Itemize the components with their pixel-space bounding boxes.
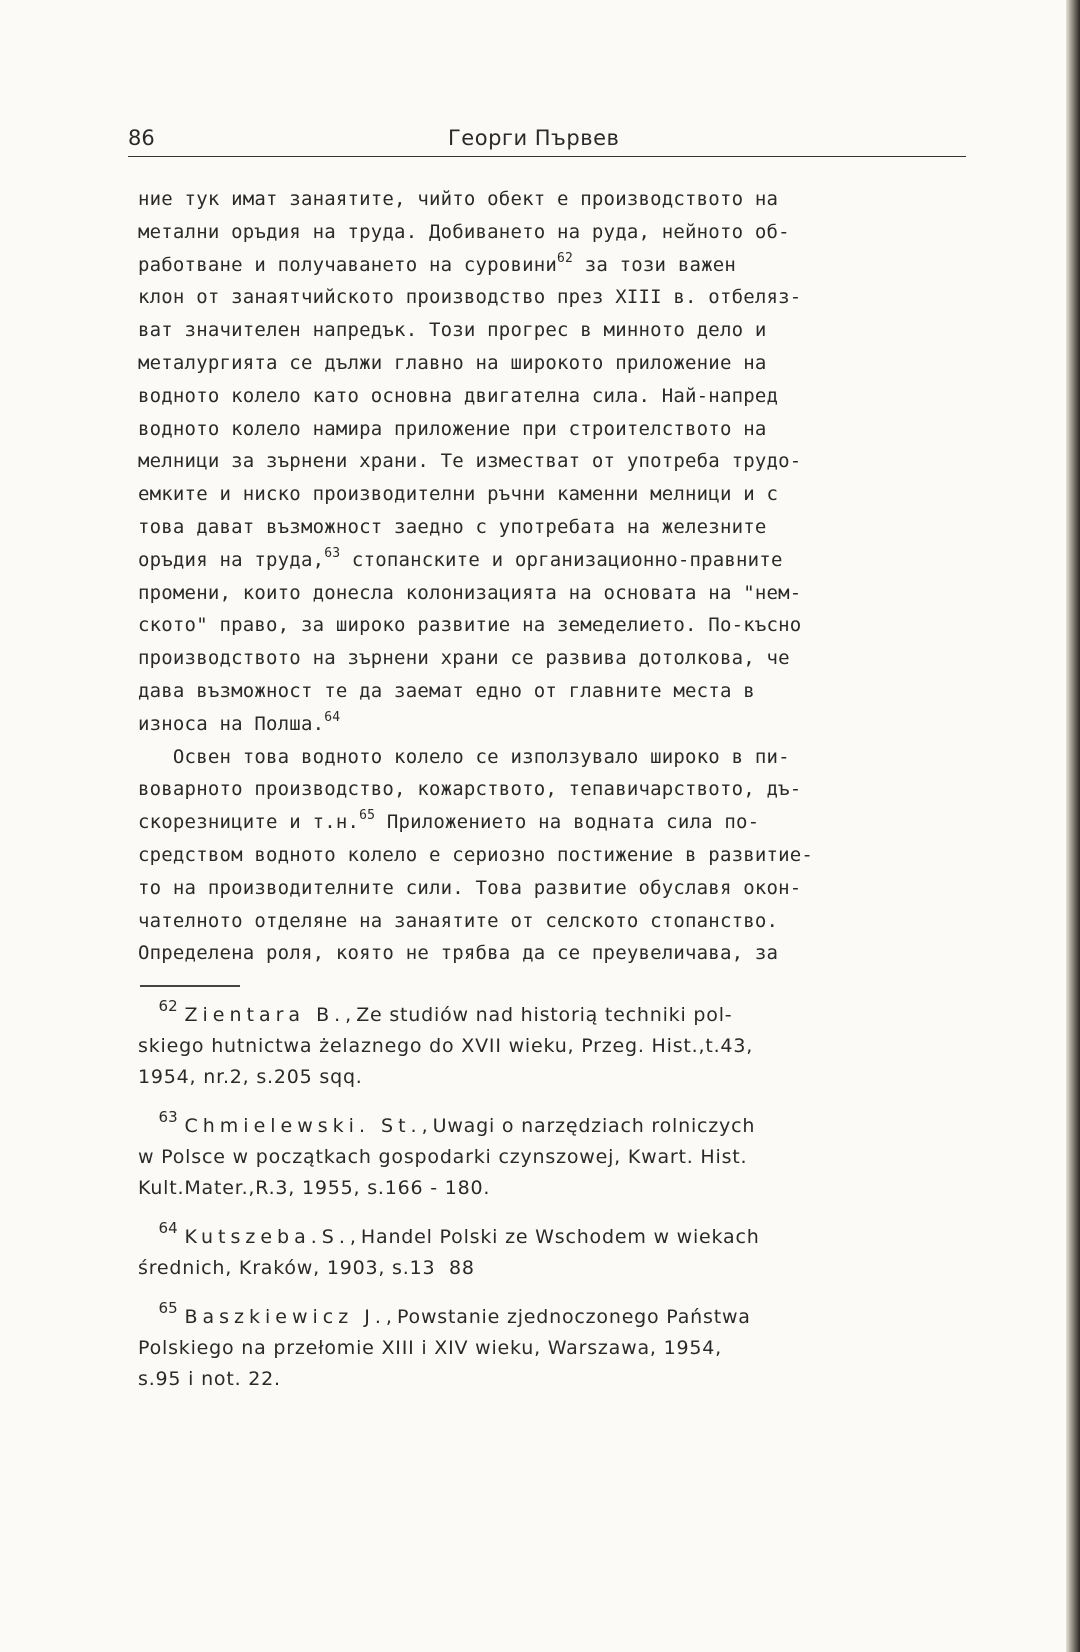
body-line	[138, 347, 968, 380]
body-line	[138, 183, 968, 216]
body-line-text: металургията се дължи главно на широкото приложение на	[138, 351, 767, 374]
footnote-reference: 63	[324, 545, 341, 561]
body-line	[138, 675, 968, 708]
footnote-text: średnich, Kraków, 1903, s.13 88	[138, 1257, 475, 1279]
page-number: 86	[128, 126, 155, 150]
footnote-reference: 64	[324, 709, 341, 725]
footnotes	[138, 997, 968, 1413]
body-line-text: стопанските и организационно-правните	[340, 548, 783, 571]
body-line-text: износа на Полша.	[138, 712, 325, 735]
footnote-number: 64	[158, 1219, 178, 1237]
body-line-text: клон от занаятчийското производство през XIII в. отбеляз-	[138, 286, 802, 309]
footnote-author: Chmielewski. St.,	[184, 1115, 433, 1137]
footnote-text: w Polsce w początkach gospodarki czynszowej, Kwart. Hist.	[138, 1146, 748, 1168]
footnote-text: Kult.Mater.,R.3, 1955, s.166 - 180.	[138, 1177, 491, 1199]
footnote-text: Handel Polski ze Wschodem w wiekach	[360, 1226, 760, 1248]
footnote-number: 62	[158, 997, 178, 1015]
body-line-text: мелници за зърнени храни. Те изместват от употреба трудо-	[138, 450, 802, 473]
body-line-text: метални оръдия на труда. Добиването на руда, нейното об-	[138, 220, 790, 243]
body-line-text: емките и ниско производителни ръчни каменни мелници и с	[138, 483, 779, 506]
body-line	[138, 937, 968, 970]
footnote-number: 65	[158, 1299, 178, 1317]
body-line-text: ват значителен напредък. Този прогрес в минното дело и	[138, 319, 767, 342]
body-line-text: Освен това водното колело се използувало широко в пи-	[138, 745, 790, 768]
body-line	[138, 839, 968, 872]
body-line	[138, 413, 968, 446]
footnote-line	[138, 1173, 968, 1204]
body-line-text: то на производителните сили. Това развитие обуславя окон-	[138, 876, 802, 899]
body-line-text: воварното производство, кожарството, тепавичарството, дъ-	[138, 778, 802, 801]
body-line-text: ското" право, за широко развитие на земеделието. По-късно	[138, 614, 802, 637]
body-line	[138, 773, 968, 806]
footnote-line	[138, 1062, 968, 1093]
body-line	[138, 281, 968, 314]
body-line-text: това дават възможност заедно с употребата на железните	[138, 515, 767, 538]
footnote	[138, 997, 968, 1093]
footnote-reference: 62	[557, 250, 574, 266]
body-line	[138, 314, 968, 347]
footnote-line	[138, 1142, 968, 1173]
footnote	[138, 1299, 968, 1395]
body-line-text: за този важен	[573, 253, 737, 276]
footnote-line	[138, 1108, 968, 1142]
body-line-text: водното колело като основна двигателна сила. Най-напред	[138, 384, 779, 407]
body-line	[138, 642, 968, 675]
footnote	[138, 1219, 968, 1284]
body-line-text: промени, които донесла колонизацията на основата на "нем-	[138, 581, 802, 604]
footnote-text: skiego hutnictwa żelaznego do XVII wieku, Przeg. Hist.,t.43,	[138, 1035, 754, 1057]
body-line	[138, 216, 968, 249]
body-line	[138, 741, 968, 774]
footnote-line	[138, 1253, 968, 1284]
body-line	[138, 249, 968, 282]
body-line	[138, 577, 968, 610]
body-line	[138, 445, 968, 478]
footnote-line	[138, 997, 968, 1031]
footnote-text: Powstanie zjednoczonego Państwa	[396, 1306, 751, 1328]
running-head: Георги Първев	[448, 126, 620, 150]
body-line-text: оръдия на труда,	[138, 548, 325, 571]
footnote-number: 63	[158, 1108, 178, 1126]
body-line-text: чателното отделяне на занаятите от селското стопанство.	[138, 909, 779, 932]
footnote-author: Kutszeba.S.,	[184, 1226, 361, 1248]
body-line	[138, 511, 968, 544]
footnote-author: Baszkiewicz J.,	[184, 1306, 397, 1328]
footnote-line	[138, 1219, 968, 1253]
body-line-text: Определена роля, която не трябва да се преувеличава, за	[138, 942, 779, 965]
footnote-author: Zientara B.,	[184, 1004, 357, 1026]
body-line-text: скорезниците и т.н.	[138, 811, 360, 834]
body-line-text: производството на зърнени храни се развива дотолкова, че	[138, 647, 790, 670]
body-line	[138, 544, 968, 577]
footnote-text: 1954, nr.2, s.205 sqq.	[138, 1066, 363, 1088]
body-line	[138, 806, 968, 839]
footnote-line	[138, 1364, 968, 1395]
body-line-text: работване и получаването на суровини	[138, 253, 558, 276]
body-line-text: ние тук имат занаятите, чийто обект е производството на	[138, 188, 779, 210]
body-line-text: водното колело намира приложение при строителството на	[138, 417, 767, 440]
footnote	[138, 1108, 968, 1204]
body-line-text: Приложението на водната сила по-	[375, 811, 760, 834]
body-text	[138, 183, 968, 970]
body-line	[138, 609, 968, 642]
footnote-line	[138, 1333, 968, 1364]
footnote-text: Ze studiów nad historią techniki pol-	[356, 1004, 733, 1026]
footnote-text: s.95 i not. 22.	[138, 1368, 281, 1390]
page-header	[128, 126, 966, 157]
footnote-text: Polskiego na przełomie XIII i XIV wieku, Warszawa, 1954,	[138, 1337, 722, 1359]
body-line	[138, 380, 968, 413]
page-edge-shadow	[1066, 0, 1080, 1652]
body-line	[138, 478, 968, 511]
body-line-text: средством водното колело е сериозно постижение в развитие-	[138, 843, 814, 866]
body-line	[138, 905, 968, 938]
footnote-separator	[140, 985, 240, 987]
footnote-text: Uwagi o narzędziach rolniczych	[432, 1115, 756, 1137]
body-line-text: дава възможност те да заемат едно от главните места в	[138, 679, 755, 702]
body-line	[138, 708, 968, 741]
footnote-line	[138, 1031, 968, 1062]
body-line	[138, 872, 968, 905]
footnote-reference: 65	[359, 808, 376, 824]
footnote-line	[138, 1299, 968, 1333]
